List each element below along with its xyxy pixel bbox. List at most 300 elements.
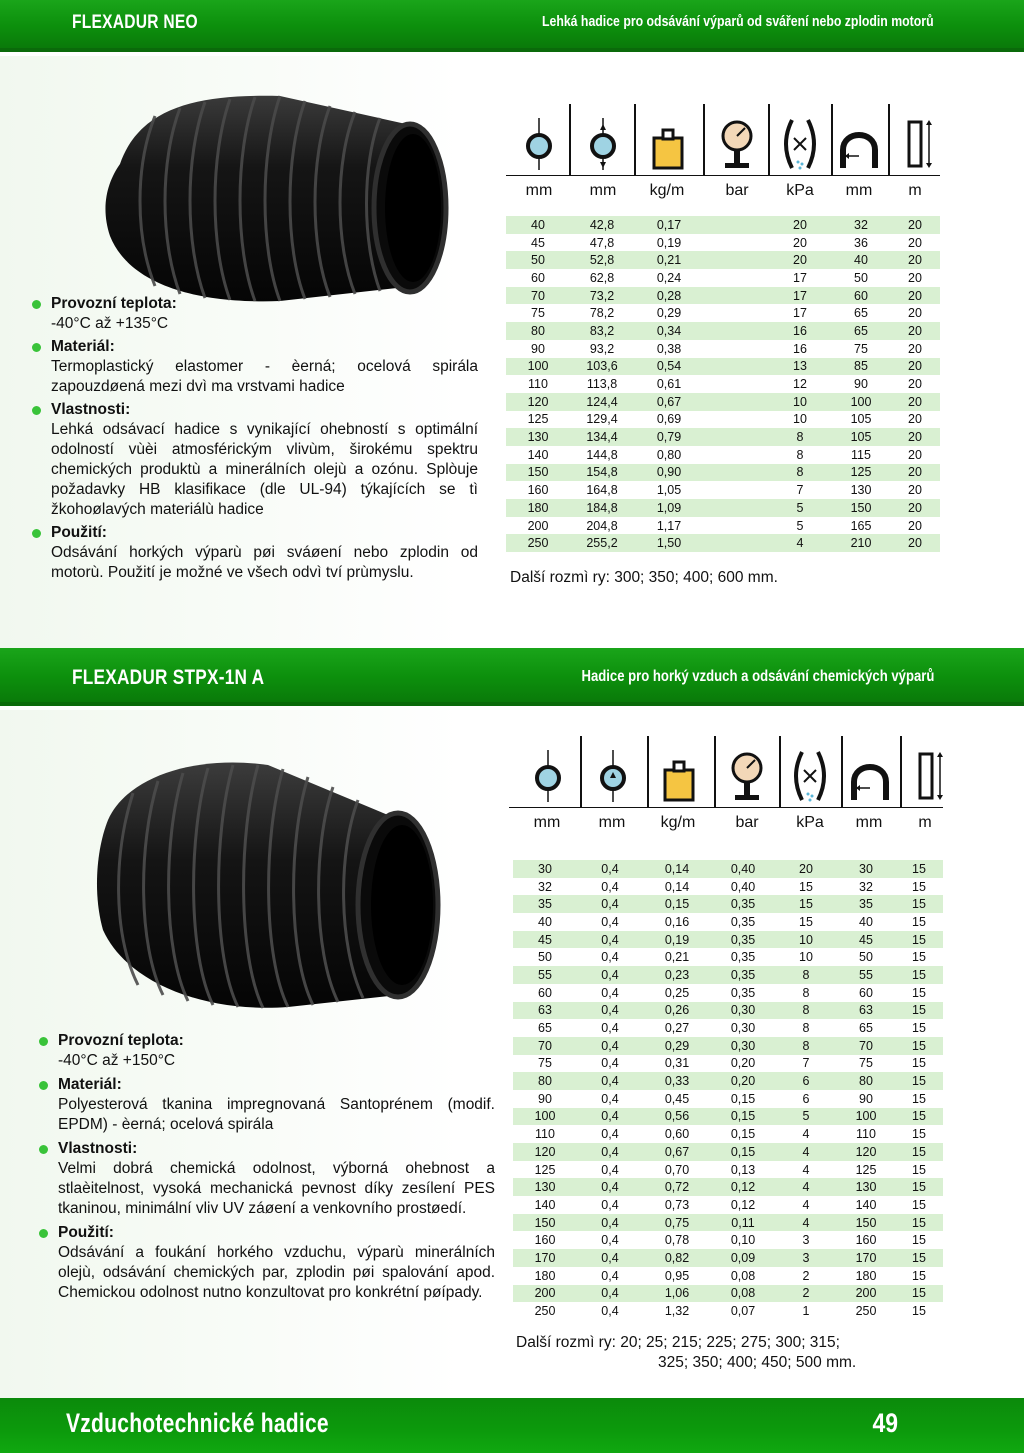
table-cell: 0,14: [643, 860, 711, 878]
table-cell: 15: [775, 895, 837, 913]
icon-row: [506, 104, 940, 176]
table-cell: 0,4: [577, 1178, 643, 1196]
features-list-neo: [33, 294, 478, 583]
table-cell: 0,35: [711, 913, 775, 931]
table-cell: 0,40: [711, 878, 775, 896]
table-row: [506, 234, 940, 252]
table-cell: 20: [890, 234, 940, 252]
table-row: [506, 464, 940, 482]
table-cell: [704, 464, 768, 482]
table-row: [506, 287, 940, 305]
table-cell: 0,38: [634, 340, 704, 358]
unit-label: mm: [525, 182, 553, 199]
table-cell: 150: [506, 464, 570, 482]
unit-label: mm: [855, 814, 883, 831]
table-cell: 1,06: [643, 1285, 711, 1303]
table-row: [513, 860, 943, 878]
table-cell: 20: [890, 251, 940, 269]
table-cell: 0,90: [634, 464, 704, 482]
table-cell: 5: [775, 1108, 837, 1126]
table-cell: 0,25: [643, 984, 711, 1002]
table-cell: 0,4: [577, 1267, 643, 1285]
table-cell: 0,4: [577, 1231, 643, 1249]
column-divider: [634, 104, 636, 175]
table-cell: 15: [895, 1196, 943, 1214]
table-cell: 0,21: [643, 948, 711, 966]
spec-data-table: [513, 860, 943, 1320]
table-cell: 15: [775, 878, 837, 896]
table-cell: 130: [513, 1178, 577, 1196]
table-cell: 15: [895, 966, 943, 984]
table-cell: 20: [890, 481, 940, 499]
table-cell: 125: [837, 1161, 895, 1179]
table-cell: 120: [513, 1143, 577, 1161]
table-cell: 20: [768, 251, 832, 269]
table-cell: 10: [768, 393, 832, 411]
table-cell: 140: [837, 1196, 895, 1214]
unit-label: mm: [845, 182, 873, 199]
pressure-gauge-icon: [725, 748, 769, 804]
table-cell: 0,20: [711, 1055, 775, 1073]
column-divider: [703, 104, 705, 175]
footer-band: [0, 1398, 1024, 1453]
unit-label: bar: [725, 182, 749, 199]
table-cell: 70: [513, 1037, 577, 1055]
table-cell: 1: [775, 1302, 837, 1320]
table-cell: 15: [895, 948, 943, 966]
table-cell: 0,4: [577, 1037, 643, 1055]
product-title-stpx: FLEXADUR STPX-1N A: [72, 666, 265, 689]
table-cell: 73,2: [570, 287, 634, 305]
table-cell: [704, 481, 768, 499]
length-icon: [893, 116, 937, 172]
table-cell: 36: [832, 234, 890, 252]
table-row: [513, 1108, 943, 1126]
table-cell: 0,72: [643, 1178, 711, 1196]
table-cell: 10: [775, 931, 837, 949]
table-cell: 15: [895, 1178, 943, 1196]
table-row: [513, 1143, 943, 1161]
table-cell: 35: [837, 895, 895, 913]
feature-label: Provozní teplota:: [51, 295, 177, 312]
table-cell: 45: [506, 234, 570, 252]
unit-label: mm: [589, 182, 617, 199]
table-cell: 105: [832, 428, 890, 446]
table-cell: [704, 304, 768, 322]
table-cell: 62,8: [570, 269, 634, 287]
column-divider: [647, 736, 649, 807]
table-cell: 15: [895, 1249, 943, 1267]
table-cell: 90: [837, 1090, 895, 1108]
table-cell: 170: [513, 1249, 577, 1267]
table-cell: 0,56: [643, 1108, 711, 1126]
table-cell: 65: [832, 322, 890, 340]
table-cell: 32: [837, 878, 895, 896]
footer-title: Vzduchotechnické hadice: [66, 1408, 329, 1438]
feature-text: -40°C až +135°C: [51, 315, 169, 332]
table-cell: [704, 446, 768, 464]
table-cell: 0,21: [634, 251, 704, 269]
table-row: [506, 340, 940, 358]
column-divider: [888, 104, 890, 175]
table-cell: 0,95: [643, 1267, 711, 1285]
table-cell: 0,27: [643, 1019, 711, 1037]
feature-text: Termoplastický elastomer - èerná; ocelová spirála zapouzdøená mezi dvì ma vrstvami hadice: [51, 358, 478, 395]
table-cell: 0,31: [643, 1055, 711, 1073]
table-cell: 20: [890, 499, 940, 517]
table-cell: 0,40: [711, 860, 775, 878]
table-cell: 16: [768, 322, 832, 340]
table-cell: 40: [513, 913, 577, 931]
unit-label: kg/m: [660, 814, 696, 831]
table-cell: 250: [513, 1302, 577, 1320]
table-cell: 0,4: [577, 913, 643, 931]
table-cell: 42,8: [570, 216, 634, 234]
table-row: [513, 1196, 943, 1214]
table-cell: 105: [832, 411, 890, 429]
table-cell: 125: [513, 1161, 577, 1179]
table-cell: 50: [506, 251, 570, 269]
table-cell: 0,4: [577, 1125, 643, 1143]
table-cell: 45: [513, 931, 577, 949]
table-cell: 20: [890, 411, 940, 429]
table-cell: 4: [775, 1143, 837, 1161]
more-sizes-line: Další rozmì ry: 20; 25; 215; 225; 275; 300; 315;: [516, 1334, 840, 1351]
table-cell: 15: [895, 1037, 943, 1055]
table-cell: 0,26: [643, 1002, 711, 1020]
feature-item: [33, 294, 478, 334]
table-cell: 100: [506, 358, 570, 376]
table-row: [506, 446, 940, 464]
unit-label: mm: [533, 814, 561, 831]
table-cell: 20: [890, 393, 940, 411]
feature-label: Materiál:: [58, 1076, 122, 1093]
table-cell: 154,8: [570, 464, 634, 482]
table-cell: 15: [895, 931, 943, 949]
feature-label: Vlastnosti:: [58, 1140, 138, 1157]
table-cell: [704, 358, 768, 376]
table-cell: 50: [837, 948, 895, 966]
table-cell: 0,4: [577, 1072, 643, 1090]
table-row: [513, 1002, 943, 1020]
table-cell: 15: [895, 1072, 943, 1090]
table-row: [506, 358, 940, 376]
table-cell: 20: [890, 428, 940, 446]
feature-label: Použití:: [51, 524, 107, 541]
table-cell: 0,23: [643, 966, 711, 984]
table-cell: 134,4: [570, 428, 634, 446]
header-band: [0, 648, 1024, 706]
table-row: [506, 411, 940, 429]
table-cell: 40: [506, 216, 570, 234]
table-cell: 20: [890, 464, 940, 482]
product-subtitle-neo: Lehká hadice pro odsávání výparů od sváření nebo zplodin motorů: [542, 13, 934, 30]
table-cell: 15: [895, 878, 943, 896]
table-row: [506, 393, 940, 411]
table-cell: 0,12: [711, 1178, 775, 1196]
more-sizes-stpx: [516, 1333, 936, 1373]
table-cell: 8: [768, 428, 832, 446]
table-cell: 0,4: [577, 984, 643, 1002]
table-cell: 15: [895, 1161, 943, 1179]
icon-row: [509, 736, 943, 808]
table-cell: 20: [775, 860, 837, 878]
table-cell: 32: [513, 878, 577, 896]
table-cell: 0,67: [643, 1143, 711, 1161]
table-cell: 0,60: [643, 1125, 711, 1143]
table-cell: 20: [890, 358, 940, 376]
feature-label: Vlastnosti:: [51, 401, 131, 418]
page-number: 49: [872, 1408, 898, 1438]
table-cell: [704, 499, 768, 517]
table-cell: 170: [837, 1249, 895, 1267]
feature-text: Velmi dobrá chemická odolnost, výborná ohebnost a stlaèitelnost, vysoká mechanická pevnost díky zesílení PES tkaninou, minimální vliv UV záøení a venkovního prostøedí.: [58, 1160, 495, 1217]
table-cell: 180: [837, 1267, 895, 1285]
table-cell: 1,50: [634, 534, 704, 552]
table-cell: 20: [890, 216, 940, 234]
table-cell: 15: [895, 1108, 943, 1126]
table-cell: 47,8: [570, 234, 634, 252]
table-cell: 40: [832, 251, 890, 269]
table-cell: 0,4: [577, 1285, 643, 1303]
table-cell: 115: [832, 446, 890, 464]
table-cell: 180: [513, 1267, 577, 1285]
column-divider: [900, 736, 902, 807]
table-cell: 80: [513, 1072, 577, 1090]
table-row: [513, 1037, 943, 1055]
table-cell: 20: [890, 375, 940, 393]
table-cell: 0,69: [634, 411, 704, 429]
table-cell: 1,09: [634, 499, 704, 517]
table-cell: 0,4: [577, 1196, 643, 1214]
table-cell: 8: [775, 984, 837, 1002]
table-cell: 17: [768, 304, 832, 322]
table-cell: 15: [895, 1285, 943, 1303]
feature-item: [33, 523, 478, 583]
table-cell: 0,80: [634, 446, 704, 464]
table-cell: 0,35: [711, 931, 775, 949]
table-cell: 0,35: [711, 895, 775, 913]
table-cell: 15: [895, 1214, 943, 1232]
table-cell: 15: [895, 913, 943, 931]
table-cell: 15: [895, 860, 943, 878]
table-row: [506, 499, 940, 517]
table-cell: 15: [895, 1090, 943, 1108]
header-band: [0, 0, 1024, 52]
table-row: [513, 1072, 943, 1090]
column-divider: [569, 104, 571, 175]
table-cell: 20: [890, 287, 940, 305]
table-cell: 0,15: [643, 895, 711, 913]
table-cell: 20: [768, 234, 832, 252]
table-cell: [704, 517, 768, 535]
table-cell: [704, 411, 768, 429]
table-cell: 60: [832, 287, 890, 305]
table-cell: 1,32: [643, 1302, 711, 1320]
table-row: [513, 1178, 943, 1196]
table-cell: 0,73: [643, 1196, 711, 1214]
feature-label: Materiál:: [51, 338, 115, 355]
more-sizes-line: 325; 350; 400; 450; 500 mm.: [658, 1354, 857, 1371]
table-cell: 1,17: [634, 517, 704, 535]
table-cell: 0,20: [711, 1072, 775, 1090]
table-cell: 0,35: [711, 948, 775, 966]
table-cell: 15: [895, 895, 943, 913]
table-cell: 20: [890, 269, 940, 287]
feature-text: Polyesterová tkanina impregnovaná Santoprénem (modif. EPDM) - èerná; ocelová spirála: [58, 1096, 495, 1133]
unit-label: kg/m: [649, 182, 685, 199]
weight-icon: [657, 748, 701, 804]
table-cell: 0,30: [711, 1037, 775, 1055]
table-cell: 3: [775, 1231, 837, 1249]
table-cell: 130: [837, 1178, 895, 1196]
table-cell: 17: [768, 287, 832, 305]
table-cell: 10: [775, 948, 837, 966]
feature-text: -40°C až +150°C: [58, 1052, 176, 1069]
table-cell: 150: [513, 1214, 577, 1232]
feature-item: [40, 1223, 495, 1303]
table-cell: 8: [768, 464, 832, 482]
table-cell: 0,33: [643, 1072, 711, 1090]
column-divider: [714, 736, 716, 807]
table-row: [506, 251, 940, 269]
table-cell: 125: [832, 464, 890, 482]
table-row: [506, 517, 940, 535]
table-cell: 0,15: [711, 1108, 775, 1126]
table-cell: 120: [837, 1143, 895, 1161]
table-cell: [704, 375, 768, 393]
table-cell: 0,79: [634, 428, 704, 446]
table-row: [506, 534, 940, 552]
unit-label: kPa: [786, 182, 814, 199]
table-cell: 8: [775, 1019, 837, 1037]
table-cell: 20: [890, 534, 940, 552]
table-cell: 32: [832, 216, 890, 234]
table-cell: 0,34: [634, 322, 704, 340]
table-cell: 5: [768, 517, 832, 535]
column-divider: [831, 104, 833, 175]
table-cell: 150: [837, 1214, 895, 1232]
table-cell: 255,2: [570, 534, 634, 552]
table-row: [513, 1090, 943, 1108]
table-cell: 15: [895, 984, 943, 1002]
table-cell: 6: [775, 1072, 837, 1090]
table-cell: 0,16: [643, 913, 711, 931]
table-cell: 0,4: [577, 1143, 643, 1161]
table-cell: 50: [832, 269, 890, 287]
hose-image-stpx: [88, 745, 448, 1013]
hose-image-neo: [80, 86, 455, 308]
table-cell: 0,61: [634, 375, 704, 393]
unit-label: mm: [598, 814, 626, 831]
table-cell: 113,8: [570, 375, 634, 393]
table-cell: 0,4: [577, 860, 643, 878]
table-cell: 5: [768, 499, 832, 517]
pressure-gauge-icon: [715, 116, 759, 172]
table-row: [513, 1214, 943, 1232]
table-cell: 165: [832, 517, 890, 535]
table-row: [513, 1019, 943, 1037]
vacuum-icon: [788, 748, 832, 804]
table-cell: 4: [775, 1196, 837, 1214]
table-cell: 80: [837, 1072, 895, 1090]
table-cell: 63: [513, 1002, 577, 1020]
inner-diameter-icon: [517, 116, 561, 172]
table-cell: 15: [895, 1055, 943, 1073]
table-cell: 10: [768, 411, 832, 429]
table-cell: 0,29: [643, 1037, 711, 1055]
table-cell: 144,8: [570, 446, 634, 464]
table-cell: 160: [506, 481, 570, 499]
table-cell: 85: [832, 358, 890, 376]
product-title-neo: FLEXADUR NEO: [72, 12, 198, 33]
table-cell: 55: [837, 966, 895, 984]
table-cell: 0,4: [577, 1090, 643, 1108]
table-row: [513, 931, 943, 949]
table-cell: 4: [768, 534, 832, 552]
length-icon: [904, 748, 948, 804]
table-cell: 0,35: [711, 966, 775, 984]
table-cell: 15: [895, 1125, 943, 1143]
table-cell: 16: [768, 340, 832, 358]
table-cell: 0,4: [577, 931, 643, 949]
table-cell: [704, 322, 768, 340]
table-cell: 90: [832, 375, 890, 393]
table-cell: 70: [837, 1037, 895, 1055]
table-cell: 0,78: [643, 1231, 711, 1249]
table-cell: 124,4: [570, 393, 634, 411]
table-cell: 7: [768, 481, 832, 499]
table-cell: 15: [895, 1267, 943, 1285]
table-row: [506, 375, 940, 393]
table-row: [506, 304, 940, 322]
table-cell: 200: [513, 1285, 577, 1303]
table-cell: 13: [768, 358, 832, 376]
table-row: [506, 216, 940, 234]
table-cell: 204,8: [570, 517, 634, 535]
unit-label: kPa: [796, 814, 824, 831]
table-cell: 110: [506, 375, 570, 393]
table-cell: 0,19: [643, 931, 711, 949]
table-cell: 20: [890, 446, 940, 464]
table-cell: 75: [506, 304, 570, 322]
table-cell: 0,4: [577, 1214, 643, 1232]
table-row: [513, 1302, 943, 1320]
table-row: [513, 984, 943, 1002]
table-cell: 0,07: [711, 1302, 775, 1320]
table-cell: 0,11: [711, 1214, 775, 1232]
unit-label: m: [908, 182, 922, 199]
table-cell: 15: [895, 1002, 943, 1020]
table-cell: 65: [837, 1019, 895, 1037]
table-cell: 0,17: [634, 216, 704, 234]
table-cell: 20: [890, 340, 940, 358]
bend-radius-icon: [848, 748, 892, 804]
table-row: [506, 322, 940, 340]
table-cell: 45: [837, 931, 895, 949]
table-cell: 52,8: [570, 251, 634, 269]
unit-label: m: [918, 814, 932, 831]
table-cell: 20: [768, 216, 832, 234]
table-cell: 0,4: [577, 1161, 643, 1179]
table-cell: 8: [775, 966, 837, 984]
table-cell: 70: [506, 287, 570, 305]
table-cell: 75: [837, 1055, 895, 1073]
table-cell: 200: [837, 1285, 895, 1303]
table-cell: 0,70: [643, 1161, 711, 1179]
table-cell: 140: [506, 446, 570, 464]
table-cell: 0,19: [634, 234, 704, 252]
